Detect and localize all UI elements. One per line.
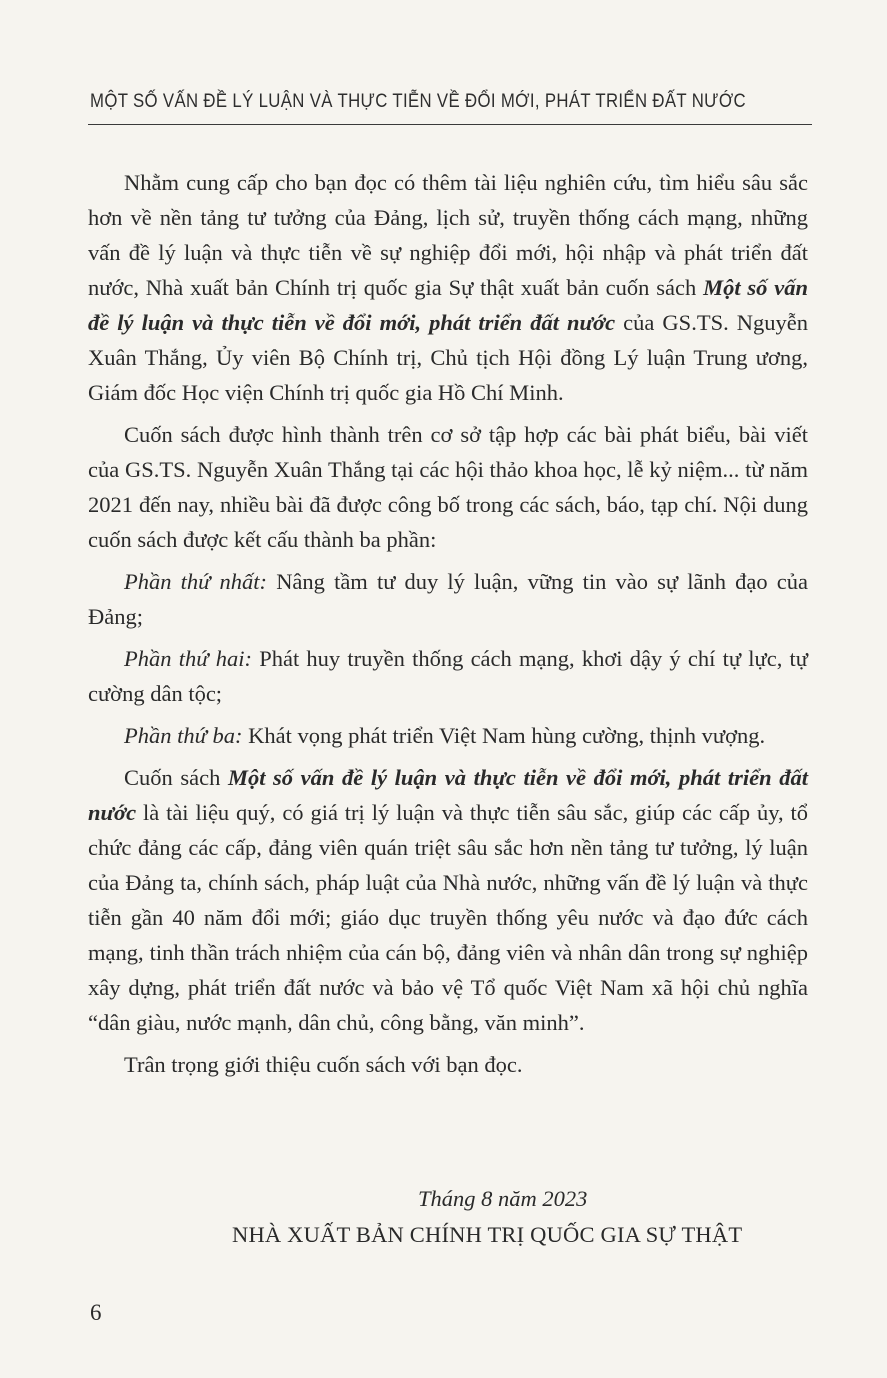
page-number: 6 bbox=[90, 1300, 102, 1325]
part-two-text: Phát huy truyền thống cách mạng, khơi dậy ý chí tự lực, tự cường dân tộc; bbox=[88, 646, 808, 706]
paragraph-value-text-a: Cuốn sách bbox=[124, 765, 228, 790]
signature-publisher: NHÀ XUẤT BẢN CHÍNH TRỊ QUỐC GIA SỰ THẬT bbox=[232, 1222, 743, 1247]
header-divider bbox=[88, 124, 812, 125]
book-title-emphasis: Một số vấn đề lý luận và thực tiễn về đổi mới, phát triển đất nước bbox=[88, 275, 809, 335]
signature-date: Tháng 8 năm 2023 bbox=[418, 1186, 588, 1211]
part-two-label: Phần thứ hai: bbox=[124, 646, 252, 671]
part-three-text: Khát vọng phát triển Việt Nam hùng cường, thịnh vượng. bbox=[242, 723, 766, 748]
paragraph-intro bbox=[88, 165, 808, 410]
paragraph-value bbox=[88, 760, 808, 1040]
paragraph-intro-text-a: Nhằm cung cấp cho bạn đọc có thêm tài liệu nghiên cứu, tìm hiểu sâu sắc hơn về nền tảng tư tưởng của Đảng, lịch sử, truyền thống cách mạng, những vấn đề lý luận và thực tiễn về sự nghiệp đổi mới, hội nhập và phát triển đất nước, Nhà xuất bản Chính trị quốc gia Sự thật xuất bản cuốn sách bbox=[88, 170, 808, 300]
part-two bbox=[88, 641, 808, 711]
paragraph-value-text-b: là tài liệu quý, có giá trị lý luận và thực tiễn sâu sắc, giúp các cấp ủy, tổ chức đảng các cấp, đảng viên quán triệt sâu sắc hơn nền tảng tư tưởng, lý luận của Đảng ta, chính sách, pháp luật của Nhà nước, những vấn đề lý luận và thực tiễn gần 40 năm đổi mới; giáo dục truyền thống yêu nước và đạo đức cách mạng, tinh thần trách nhiệm của cán bộ, đảng viên và nhân dân trong sự nghiệp xây dựng, phát triển đất nước và bảo vệ Tổ quốc Việt Nam xã hội chủ nghĩa “dân giàu, nước mạnh, dân chủ, công bằng, văn minh”. bbox=[88, 800, 808, 1035]
part-three-label: Phần thứ ba: bbox=[124, 723, 243, 748]
part-three bbox=[88, 718, 808, 753]
part-one-text: Nâng tầm tư duy lý luận, vững tin vào sự lãnh đạo của Đảng; bbox=[88, 569, 808, 629]
paragraph-structure: Cuốn sách được hình thành trên cơ sở tập hợp các bài phát biểu, bài viết của GS.TS. Nguyễn Xuân Thắng tại các hội thảo khoa học, lễ kỷ niệm... từ năm 2021 đến nay, nhiều bài đã được công bố trong các sách, báo, tạp chí. Nội dung cuốn sách được kết cấu thành ba phần: bbox=[88, 422, 808, 552]
part-one-label: Phần thứ nhất: bbox=[124, 569, 268, 594]
paragraph-intro-text-b: của GS.TS. Nguyễn Xuân Thắng, Ủy viên Bộ Chính trị, Chủ tịch Hội đồng Lý luận Trung ương, Giám đốc Học viện Chính trị quốc gia Hồ Chí Minh. bbox=[88, 310, 808, 405]
body-text bbox=[88, 165, 808, 1089]
part-one bbox=[88, 564, 808, 634]
book-title-emphasis-2: Một số vấn đề lý luận và thực tiễn về đổi mới, phát triển đất nước bbox=[88, 765, 808, 825]
running-header: MỘT SỐ VẤN ĐỀ LÝ LUẬN VÀ THỰC TIỄN VỀ ĐỔI MỚI, PHÁT TRIỂN ĐẤT NƯỚC bbox=[90, 90, 747, 112]
paragraph-closing: Trân trọng giới thiệu cuốn sách với bạn đọc. bbox=[124, 1052, 523, 1077]
